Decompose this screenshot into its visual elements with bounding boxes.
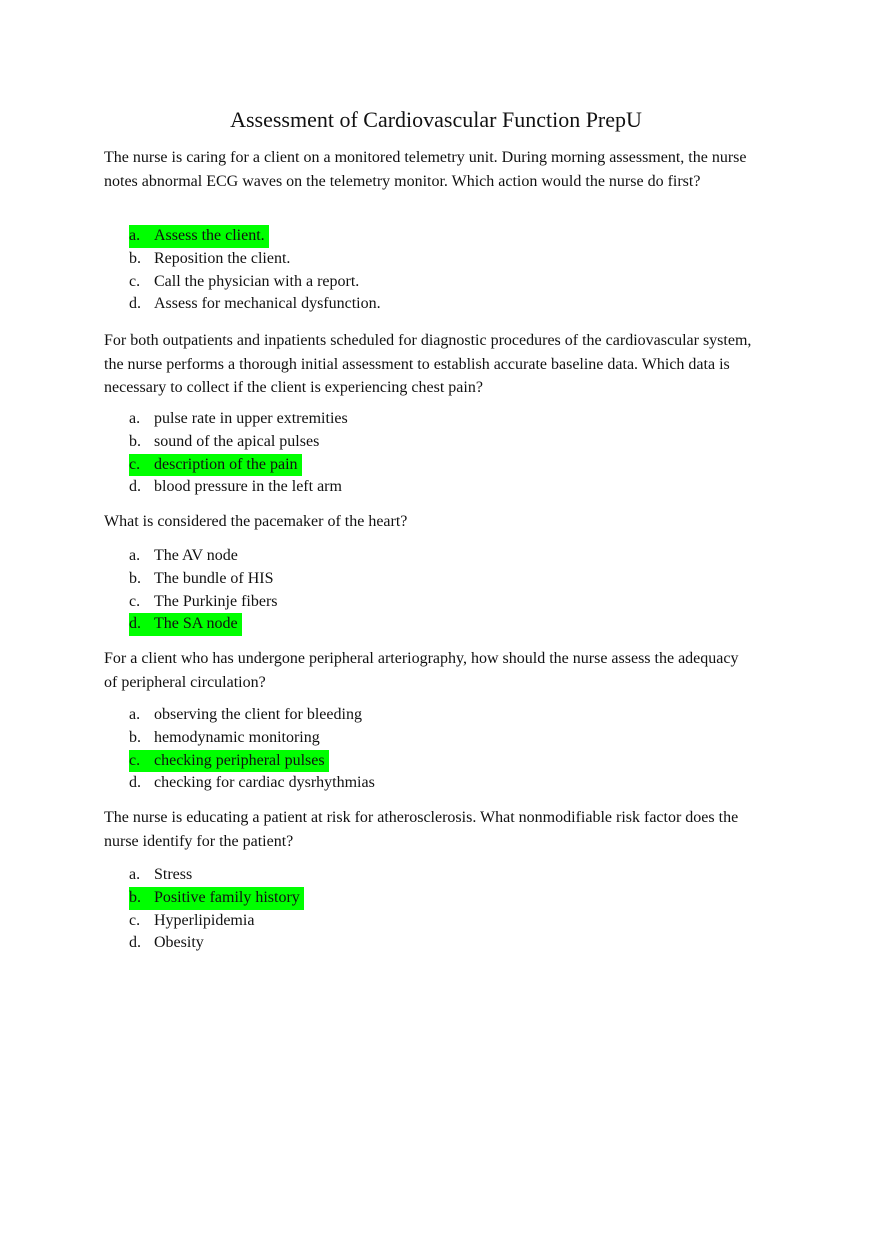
option-text: pulse rate in upper extremities [154, 410, 348, 427]
option-1a [129, 225, 385, 248]
option-letter: c. [129, 455, 141, 473]
option-1c [129, 271, 385, 294]
option-4a [129, 704, 379, 727]
question-2-text: For both outpatients and inpatients scheduled for diagnostic procedures of the cardiovascular system, the nurse performs a thorough initial assessment to establish accurate baseline data. Which data is necessary to collect if the client is experiencing chest pain? [104, 332, 752, 396]
option-text: blood pressure in the left arm [154, 478, 342, 496]
option-letter: b. [129, 888, 141, 906]
option-letter: d. [129, 615, 141, 633]
option-text: Assess the client. [154, 227, 265, 244]
option-text: Stress [154, 866, 193, 883]
option-letter: d. [129, 934, 141, 952]
option-letter: c. [129, 911, 141, 929]
page-title: Assessment of Cardiovascular Function PrepU [230, 107, 642, 132]
question-3-options [129, 545, 282, 636]
option-text: observing the client for bleeding [154, 706, 362, 723]
option-text: The SA node [154, 615, 238, 633]
question-5-options [129, 864, 304, 955]
option-1d [129, 293, 385, 316]
option-letter: a. [129, 547, 141, 564]
option-letter: b. [129, 249, 141, 267]
question-3-text: What is considered the pacemaker of the heart? [104, 513, 408, 530]
option-letter: a. [129, 410, 141, 427]
option-letter: a. [129, 227, 141, 244]
option-3c [129, 591, 282, 614]
option-letter: d. [129, 478, 141, 496]
option-4d [129, 772, 379, 795]
option-3b [129, 568, 282, 591]
option-text: Call the physician with a report. [154, 272, 360, 290]
option-text: The AV node [154, 547, 238, 564]
option-text: Positive family history [154, 888, 300, 906]
option-1b [129, 248, 385, 271]
option-letter: b. [129, 569, 141, 587]
option-text: Reposition the client. [154, 249, 291, 267]
option-text: checking peripheral pulses [154, 751, 325, 769]
option-2c [129, 454, 352, 477]
option-text: Obesity [154, 934, 204, 952]
option-text: hemodynamic monitoring [154, 728, 320, 746]
option-letter: c. [129, 272, 141, 290]
option-5d [129, 932, 304, 955]
option-4c [129, 750, 379, 773]
question-1-text: The nurse is caring for a client on a monitored telemetry unit. During morning assessment, the nurse notes abnormal ECG waves on the telemetry monitor. Which action would the nurse do first? [104, 149, 747, 190]
option-3d [129, 613, 282, 636]
option-text: Hyperlipidemia [154, 911, 255, 929]
option-letter: a. [129, 706, 141, 723]
question-4-text: For a client who has undergone peripheral arteriography, how should the nurse assess the adequacy of peripheral circulation? [104, 650, 739, 691]
option-text: The bundle of HIS [154, 569, 274, 587]
question-4-options [129, 704, 379, 795]
option-3a [129, 545, 282, 568]
option-5a [129, 864, 304, 887]
question-1-options [129, 225, 385, 316]
option-letter: d. [129, 774, 141, 792]
option-5c [129, 910, 304, 933]
option-2a [129, 408, 352, 431]
option-letter: b. [129, 728, 141, 746]
option-2b [129, 431, 352, 454]
option-4b [129, 727, 379, 750]
option-2d [129, 476, 352, 499]
option-text: Assess for mechanical dysfunction. [154, 295, 381, 313]
option-text: sound of the apical pulses [154, 432, 320, 450]
option-text: checking for cardiac dysrhythmias [154, 774, 375, 792]
option-letter: c. [129, 751, 141, 769]
option-text: description of the pain [154, 455, 298, 473]
option-letter: d. [129, 295, 141, 313]
question-5-text: The nurse is educating a patient at risk for atherosclerosis. What nonmodifiable risk factor does the nurse identify for the patient? [104, 809, 739, 850]
option-letter: a. [129, 866, 141, 883]
option-letter: c. [129, 592, 141, 610]
option-letter: b. [129, 432, 141, 450]
option-5b [129, 887, 304, 910]
question-2-options [129, 408, 352, 499]
option-text: The Purkinje fibers [154, 592, 278, 610]
